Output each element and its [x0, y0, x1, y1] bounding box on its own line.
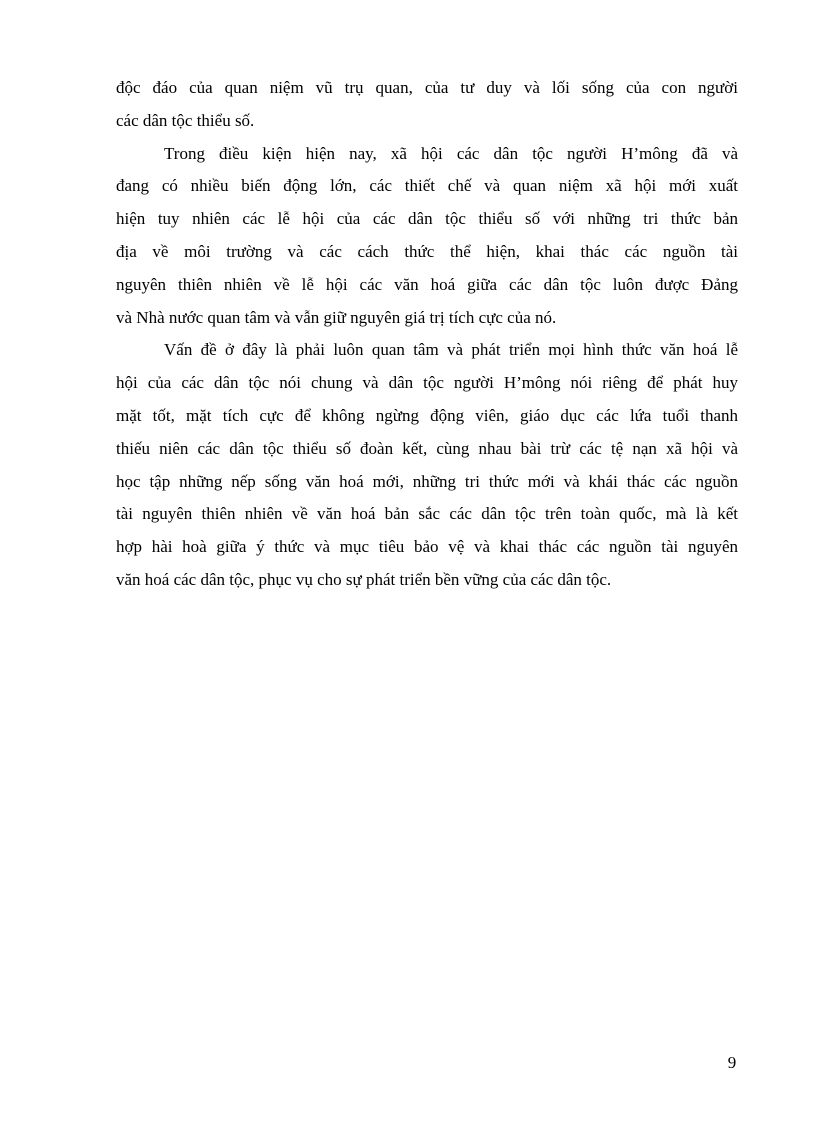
text-line: học tập những nếp sống văn hoá mới, những tri thức mới và khái thác các nguồn: [116, 471, 738, 491]
text-line: hợp hài hoà giữa ý thức và mục tiêu bảo vệ và khai thác các nguồn tài nguyên: [116, 537, 738, 557]
page-body: [116, 72, 738, 597]
text-line: đang có nhiều biến động lớn, các thiết chế và quan niệm xã hội mới xuất: [116, 176, 738, 196]
text-line: nguyên thiên nhiên về lễ hội các văn hoá giữa các dân tộc luôn được Đảng: [116, 274, 738, 294]
text-line: địa về môi trường và các cách thức thể hiện, khai thác các nguồn tài: [116, 241, 738, 261]
text-line: văn hoá các dân tộc, phục vụ cho sự phát triển bền vững của các dân tộc.: [116, 569, 612, 589]
text-line: hội của các dân tộc nói chung và dân tộc người H’mông nói riêng để phát huy: [116, 373, 738, 393]
text-line: mặt tốt, mặt tích cực để không ngừng động viên, giáo dục các lứa tuổi thanh: [116, 405, 738, 425]
text-line: và Nhà nước quan tâm và vẫn giữ nguyên giá trị tích cực của nó.: [116, 307, 557, 327]
text-line: hiện tuy nhiên các lễ hội của các dân tộc thiểu số với những tri thức bản: [116, 209, 738, 229]
text-line: các dân tộc thiểu số.: [116, 110, 255, 130]
text-line: Trong điều kiện hiện nay, xã hội các dân tộc người H’mông đã và: [164, 143, 738, 163]
paragraph-continuation: [116, 72, 738, 138]
text-line: Vấn đề ở đây là phải luôn quan tâm và phát triển mọi hình thức văn hoá lễ: [164, 340, 738, 360]
paragraph-issue: [116, 334, 738, 596]
page-number: 9: [727, 1053, 737, 1072]
text-line: tài nguyên thiên nhiên về văn hoá bản sắc các dân tộc trên toàn quốc, mà là kết: [116, 504, 738, 524]
paragraph-current-conditions: [116, 138, 738, 335]
text-line: thiếu niên các dân tộc thiểu số đoàn kết, cùng nhau bài trừ các tệ nạn xã hội và: [116, 438, 738, 458]
text-line: độc đáo của quan niệm vũ trụ quan, của tư duy và lối sống của con người: [116, 78, 738, 97]
